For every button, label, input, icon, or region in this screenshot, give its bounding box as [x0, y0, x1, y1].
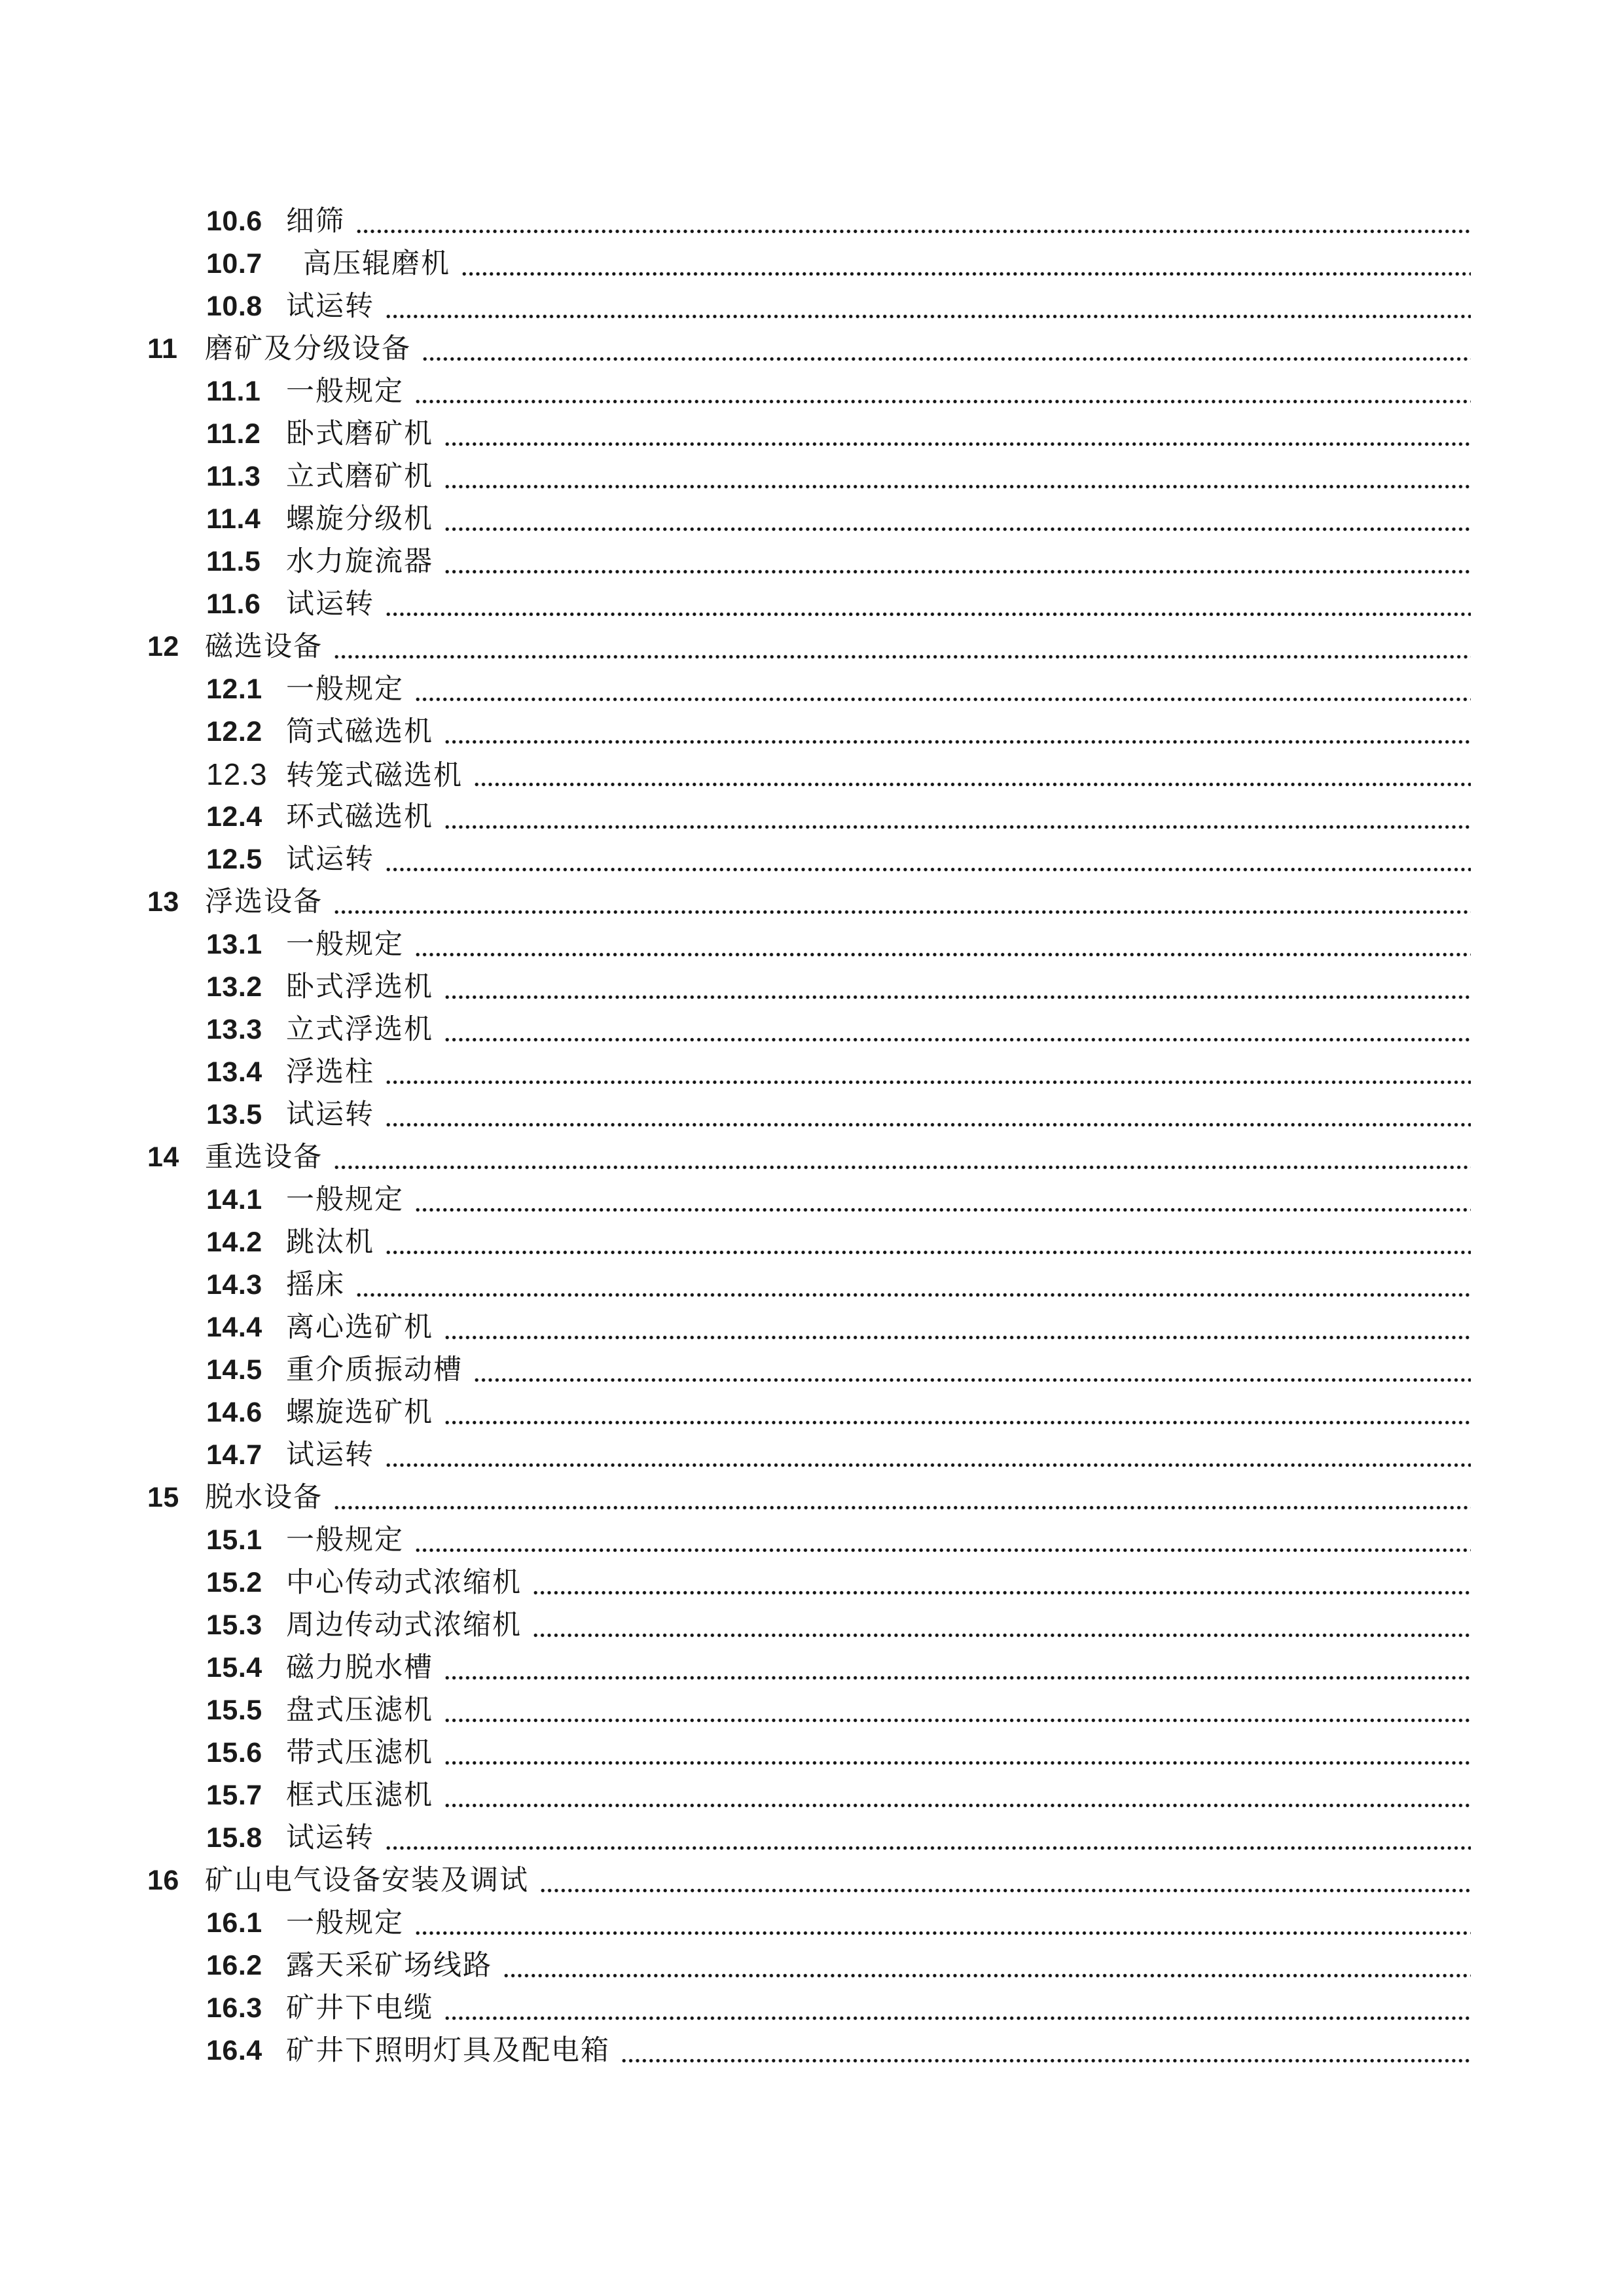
entry-title: 螺旋分级机 — [286, 504, 433, 535]
dotted-leader — [541, 1888, 1471, 1893]
entry-number: 16.4 — [206, 2035, 262, 2066]
entry-number: 11 — [147, 333, 178, 365]
toc-entry — [0, 1774, 1471, 1817]
entry-number: 15.5 — [206, 1695, 262, 1726]
entry-number: 10.8 — [206, 291, 262, 322]
dotted-leader — [445, 442, 1471, 446]
toc-entry — [0, 1817, 1471, 1859]
entry-title: 试运转 — [286, 1440, 374, 1471]
entry-title: 露天采矿场线路 — [286, 1950, 492, 1981]
toc-entry — [0, 626, 1471, 668]
entry-number: 15.2 — [206, 1567, 262, 1598]
dotted-leader — [386, 1846, 1471, 1850]
toc-entry — [0, 1859, 1471, 1902]
entry-number: 12.2 — [206, 716, 262, 747]
toc-entry — [0, 1562, 1471, 1604]
toc-entry — [0, 1264, 1471, 1306]
dotted-leader — [334, 1165, 1471, 1170]
entry-number: 10.6 — [206, 206, 262, 237]
entry-number: 14.5 — [206, 1354, 262, 1386]
entry-number: 10.7 — [206, 248, 262, 279]
toc-entry — [0, 2030, 1471, 2072]
entry-number: 13 — [147, 886, 179, 918]
entry-title: 一般规定 — [286, 1908, 404, 1939]
dotted-leader — [386, 867, 1471, 872]
entry-number: 16 — [147, 1865, 179, 1896]
entry-number: 11.4 — [206, 503, 261, 535]
entry-number: 16.1 — [206, 1907, 262, 1939]
toc-entry — [0, 456, 1471, 498]
toc-entry — [0, 1434, 1471, 1477]
entry-title: 框式压滤机 — [286, 1780, 433, 1811]
entry-title: 试运转 — [286, 291, 374, 322]
dotted-leader — [386, 1122, 1471, 1127]
toc-entry — [0, 1136, 1471, 1179]
dotted-leader — [445, 1676, 1471, 1680]
entry-title: 一般规定 — [286, 1525, 404, 1556]
toc-entry — [0, 413, 1471, 456]
entry-number: 11.3 — [206, 461, 261, 492]
entry-title: 浮选设备 — [205, 887, 323, 918]
dotted-leader — [445, 740, 1471, 744]
toc-entry — [0, 924, 1471, 966]
entry-title: 一般规定 — [286, 674, 404, 705]
toc-entry — [0, 370, 1471, 413]
toc-entry — [0, 1519, 1471, 1562]
entry-title: 细筛 — [286, 206, 345, 237]
entry-title: 矿山电气设备安装及调试 — [205, 1865, 529, 1896]
dotted-leader — [386, 1250, 1471, 1255]
entry-number: 11.5 — [206, 546, 261, 577]
dotted-leader — [334, 1505, 1471, 1510]
toc-entry — [0, 200, 1471, 243]
entry-title: 磁力脱水槽 — [286, 1653, 433, 1683]
entry-title: 盘式压滤机 — [286, 1695, 433, 1726]
dotted-leader — [445, 995, 1471, 999]
dotted-leader — [445, 1420, 1471, 1425]
entry-number: 13.4 — [206, 1056, 262, 1088]
entry-title: 卧式浮选机 — [286, 972, 433, 1003]
toc-entry — [0, 1604, 1471, 1647]
toc-entry — [0, 1689, 1471, 1732]
dotted-leader — [334, 910, 1471, 914]
dotted-leader — [386, 1080, 1471, 1085]
entry-number: 16.3 — [206, 1992, 262, 2024]
toc-entry — [0, 966, 1471, 1009]
entry-title: 筒式磁选机 — [286, 717, 433, 747]
table-of-contents — [0, 200, 1624, 2072]
entry-number: 12.3 — [206, 757, 268, 791]
dotted-leader — [445, 569, 1471, 574]
entry-number: 15.6 — [206, 1737, 262, 1768]
toc-entry — [0, 1732, 1471, 1774]
toc-entry — [0, 1051, 1471, 1094]
toc-entry — [0, 1945, 1471, 1987]
entry-number: 12.5 — [206, 844, 262, 875]
entry-title: 矿井下照明灯具及配电箱 — [286, 2036, 610, 2066]
dotted-leader — [504, 1973, 1471, 1978]
toc-entry — [0, 1179, 1471, 1221]
toc-entry — [0, 1349, 1471, 1391]
entry-title: 脱水设备 — [205, 1482, 323, 1513]
toc-entry — [0, 1477, 1471, 1519]
toc-entry — [0, 328, 1471, 370]
toc-entry — [0, 796, 1471, 838]
entry-number: 11.6 — [206, 588, 261, 620]
entry-number: 13.5 — [206, 1099, 262, 1130]
toc-entry — [0, 1221, 1471, 1264]
toc-entry — [0, 541, 1471, 583]
dotted-leader — [416, 1548, 1471, 1552]
entry-title: 浮选柱 — [286, 1057, 374, 1088]
dotted-leader — [416, 697, 1471, 702]
entry-number: 14.2 — [206, 1227, 262, 1258]
dotted-leader — [357, 1293, 1471, 1297]
entry-title: 摇床 — [286, 1270, 345, 1300]
dotted-leader — [416, 952, 1471, 957]
entry-title: 重介质振动槽 — [286, 1355, 463, 1386]
entry-number: 11.1 — [206, 376, 261, 407]
entry-number: 14.1 — [206, 1184, 262, 1215]
entry-number: 12.4 — [206, 801, 262, 833]
dotted-leader — [475, 782, 1471, 787]
dotted-leader — [334, 655, 1471, 659]
dotted-leader — [533, 1633, 1471, 1638]
toc-entry — [0, 1009, 1471, 1051]
entry-title: 矿井下电缆 — [286, 1993, 433, 2024]
toc-entry — [0, 881, 1471, 924]
dotted-leader — [445, 2016, 1471, 2020]
entry-number: 15 — [147, 1482, 179, 1513]
entry-title: 磨矿及分级设备 — [205, 334, 411, 365]
entry-number: 14.6 — [206, 1397, 262, 1428]
entry-title: 中心传动式浓缩机 — [286, 1568, 522, 1598]
dotted-leader — [445, 825, 1471, 829]
entry-title: 卧式磨矿机 — [286, 419, 433, 450]
dotted-leader — [416, 1208, 1471, 1212]
toc-entry — [0, 668, 1471, 711]
dotted-leader — [386, 612, 1471, 617]
toc-entry — [0, 711, 1471, 753]
dotted-leader — [386, 314, 1471, 319]
entry-number: 16.2 — [206, 1950, 262, 1981]
entry-title: 试运转 — [286, 1100, 374, 1130]
entry-number: 11.2 — [206, 418, 261, 450]
dotted-leader — [475, 1378, 1471, 1382]
entry-number: 14.4 — [206, 1312, 262, 1343]
dotted-leader — [423, 357, 1471, 361]
entry-number: 14.7 — [206, 1439, 262, 1471]
entry-number: 15.8 — [206, 1822, 262, 1854]
entry-number: 12.1 — [206, 673, 262, 705]
dotted-leader — [386, 1463, 1471, 1467]
entry-number: 14.3 — [206, 1269, 262, 1300]
entry-number: 15.7 — [206, 1780, 262, 1811]
toc-entry — [0, 498, 1471, 541]
entry-number: 13.3 — [206, 1014, 262, 1045]
entry-title: 环式磁选机 — [286, 802, 433, 833]
dotted-leader — [445, 1803, 1471, 1808]
dotted-leader — [462, 272, 1471, 276]
toc-entry — [0, 243, 1471, 285]
entry-title: 水力旋流器 — [286, 547, 433, 577]
toc-entry — [0, 753, 1471, 796]
entry-title: 重选设备 — [205, 1142, 323, 1173]
dotted-leader — [445, 527, 1471, 531]
entry-title: 一般规定 — [286, 376, 404, 407]
entry-number: 15.4 — [206, 1652, 262, 1683]
toc-entry — [0, 1306, 1471, 1349]
entry-title: 试运转 — [286, 589, 374, 620]
dotted-leader — [445, 484, 1471, 489]
dotted-leader — [445, 1718, 1471, 1723]
entry-title: 立式磨矿机 — [286, 461, 433, 492]
dotted-leader — [622, 2058, 1471, 2063]
entry-title: 一般规定 — [286, 1185, 404, 1215]
entry-number: 15.1 — [206, 1524, 262, 1556]
dotted-leader — [416, 1931, 1471, 1935]
entry-title: 离心选矿机 — [286, 1312, 433, 1343]
entry-number: 13.1 — [206, 929, 262, 960]
entry-title: 螺旋选矿机 — [286, 1397, 433, 1428]
entry-title: 试运转 — [286, 1823, 374, 1854]
entry-title: 试运转 — [286, 844, 374, 875]
entry-number: 14 — [147, 1141, 179, 1173]
entry-title: 跳汰机 — [286, 1227, 374, 1258]
toc-entry — [0, 1987, 1471, 2030]
entry-number: 12 — [147, 631, 179, 662]
entry-title: 一般规定 — [286, 929, 404, 960]
dotted-leader — [533, 1590, 1471, 1595]
entry-number: 13.2 — [206, 971, 262, 1003]
dotted-leader — [416, 399, 1471, 404]
entry-title: 磁选设备 — [205, 632, 323, 662]
toc-entry — [0, 838, 1471, 881]
dotted-leader — [445, 1761, 1471, 1765]
toc-entry — [0, 1902, 1471, 1945]
toc-entry — [0, 1647, 1471, 1689]
entry-title: 立式浮选机 — [286, 1014, 433, 1045]
toc-entry — [0, 1391, 1471, 1434]
entry-title: 带式压滤机 — [286, 1738, 433, 1768]
entry-title: 高压辊磨机 — [303, 249, 450, 279]
entry-title: 周边传动式浓缩机 — [286, 1610, 522, 1641]
dotted-leader — [445, 1037, 1471, 1042]
toc-entry — [0, 583, 1471, 626]
entry-title: 转笼式磁选机 — [286, 761, 463, 791]
dotted-leader — [445, 1335, 1471, 1340]
toc-entry — [0, 285, 1471, 328]
dotted-leader — [357, 229, 1471, 234]
entry-number: 15.3 — [206, 1609, 262, 1641]
toc-entry — [0, 1094, 1471, 1136]
